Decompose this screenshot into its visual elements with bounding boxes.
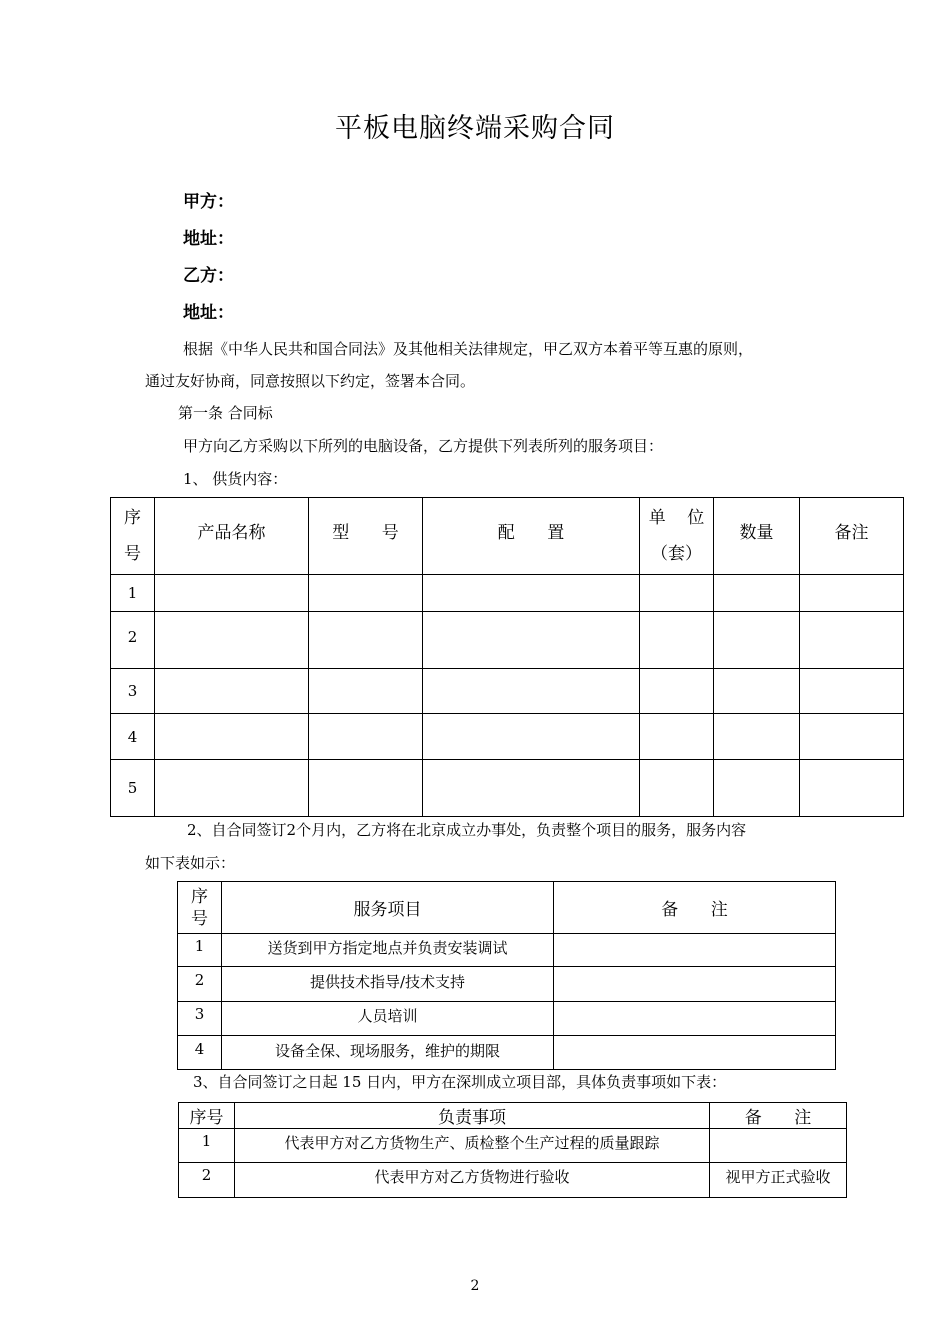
row-remark[interactable] [710, 1129, 847, 1163]
section-2-line-2: 如下表如示： [145, 854, 236, 872]
row-index: 1 [111, 575, 155, 612]
row-index: 2 [179, 1163, 235, 1198]
table-row [179, 1163, 847, 1198]
header-remark: 备 注 [710, 1103, 847, 1129]
header-remark: 备注 [800, 498, 904, 575]
row-index: 3 [178, 1002, 222, 1036]
cell[interactable] [640, 760, 714, 817]
cell[interactable] [714, 575, 800, 612]
header-product-name: 产品名称 [155, 498, 309, 575]
cell[interactable] [714, 760, 800, 817]
header-index [111, 498, 155, 575]
service-item: 人员培训 [222, 1002, 554, 1036]
supply-table-header [111, 498, 904, 575]
cell[interactable] [640, 575, 714, 612]
row-index: 1 [178, 934, 222, 967]
address-b-label: 地址： [183, 303, 234, 323]
section-2-line-1: 2、自合同签订2个月内，乙方将在北京成立办事处，负责整个项目的服务，服务内容 [187, 821, 747, 839]
header-index [178, 882, 222, 934]
row-remark[interactable] [554, 1036, 836, 1070]
cell[interactable] [309, 714, 423, 760]
row-remark[interactable] [554, 934, 836, 967]
table-row [111, 669, 904, 714]
cell[interactable] [423, 575, 640, 612]
cell[interactable] [800, 575, 904, 612]
table-row [179, 1129, 847, 1163]
row-index: 1 [179, 1129, 235, 1163]
supply-table [110, 497, 904, 817]
table-row [111, 612, 904, 669]
service-item: 提供技术指导/技术支持 [222, 967, 554, 1002]
table-row [178, 934, 836, 967]
section-3-line: 3、自合同签订之日起 15 日内，甲方在深圳成立项目部，具体负责事项如下表： [193, 1073, 727, 1091]
cell[interactable] [309, 575, 423, 612]
preamble-line-2: 通过友好协商，同意按照以下约定，签署本合同。 [145, 372, 476, 390]
header-config: 配 置 [423, 498, 640, 575]
cell[interactable] [155, 714, 309, 760]
row-index: 4 [111, 714, 155, 760]
row-index: 3 [111, 669, 155, 714]
section-1-label: 1、 供货内容： [183, 470, 288, 488]
responsibility-table [178, 1102, 847, 1198]
header-unit-l1: 单 位 [648, 508, 705, 528]
cell[interactable] [423, 714, 640, 760]
header-remark: 备 注 [554, 882, 836, 934]
cell[interactable] [155, 760, 309, 817]
row-index: 2 [178, 967, 222, 1002]
header-unit [640, 498, 714, 575]
table-row [178, 967, 836, 1002]
service-table-header [178, 882, 836, 934]
header-index-l2: 号 [191, 908, 208, 929]
resp-item: 代表甲方对乙方货物生产、质检整个生产过程的质量跟踪 [235, 1129, 710, 1163]
party-b-label: 乙方： [183, 266, 234, 286]
table-row [111, 760, 904, 817]
cell[interactable] [309, 669, 423, 714]
preamble-line-1: 根据《中华人民共和国合同法》及其他相关法律规定，甲乙双方本着平等互惠的原则， [183, 340, 754, 358]
header-index-l2: 号 [124, 544, 141, 564]
header-unit-l2: （套） [651, 544, 702, 564]
header-service-item: 服务项目 [222, 882, 554, 934]
cell[interactable] [423, 760, 640, 817]
cell[interactable] [155, 669, 309, 714]
cell[interactable] [800, 714, 904, 760]
cell[interactable] [309, 612, 423, 669]
table-row [111, 575, 904, 612]
service-table [177, 881, 836, 1070]
header-index-l1: 序 [191, 886, 208, 907]
page-number: 2 [470, 1278, 480, 1294]
table-row [178, 1036, 836, 1070]
cell[interactable] [714, 612, 800, 669]
table-row [111, 714, 904, 760]
cell[interactable] [155, 575, 309, 612]
cell[interactable] [640, 669, 714, 714]
header-index-l1: 序 [124, 508, 141, 528]
cell[interactable] [640, 714, 714, 760]
header-qty: 数量 [714, 498, 800, 575]
cell[interactable] [714, 669, 800, 714]
row-remark[interactable] [554, 967, 836, 1002]
header-model: 型 号 [309, 498, 423, 575]
cell[interactable] [155, 612, 309, 669]
table-row [178, 1002, 836, 1036]
cell[interactable] [423, 669, 640, 714]
row-remark[interactable] [554, 1002, 836, 1036]
cell[interactable] [423, 612, 640, 669]
resp-item: 代表甲方对乙方货物进行验收 [235, 1163, 710, 1198]
row-index: 4 [178, 1036, 222, 1070]
service-item: 送货到甲方指定地点并负责安装调试 [222, 934, 554, 967]
article-1-text: 甲方向乙方采购以下所列的电脑设备，乙方提供下列表所列的服务项目： [183, 437, 664, 455]
cell[interactable] [800, 669, 904, 714]
cell[interactable] [800, 612, 904, 669]
header-resp-item: 负责事项 [235, 1103, 710, 1129]
cell[interactable] [714, 714, 800, 760]
header-index: 序号 [179, 1103, 235, 1129]
cell[interactable] [800, 760, 904, 817]
row-index: 2 [111, 612, 155, 669]
article-1-heading: 第一条 合同标 [178, 404, 273, 422]
resp-table-header [179, 1103, 847, 1129]
cell[interactable] [640, 612, 714, 669]
party-a-label: 甲方： [183, 192, 234, 212]
address-a-label: 地址： [183, 229, 234, 249]
row-index: 5 [111, 760, 155, 817]
document-title: 平板电脑终端采购合同 [335, 113, 615, 144]
service-item: 设备全保、现场服务，维护的期限 [222, 1036, 554, 1070]
cell[interactable] [309, 760, 423, 817]
row-remark: 视甲方正式验收 [710, 1163, 847, 1198]
